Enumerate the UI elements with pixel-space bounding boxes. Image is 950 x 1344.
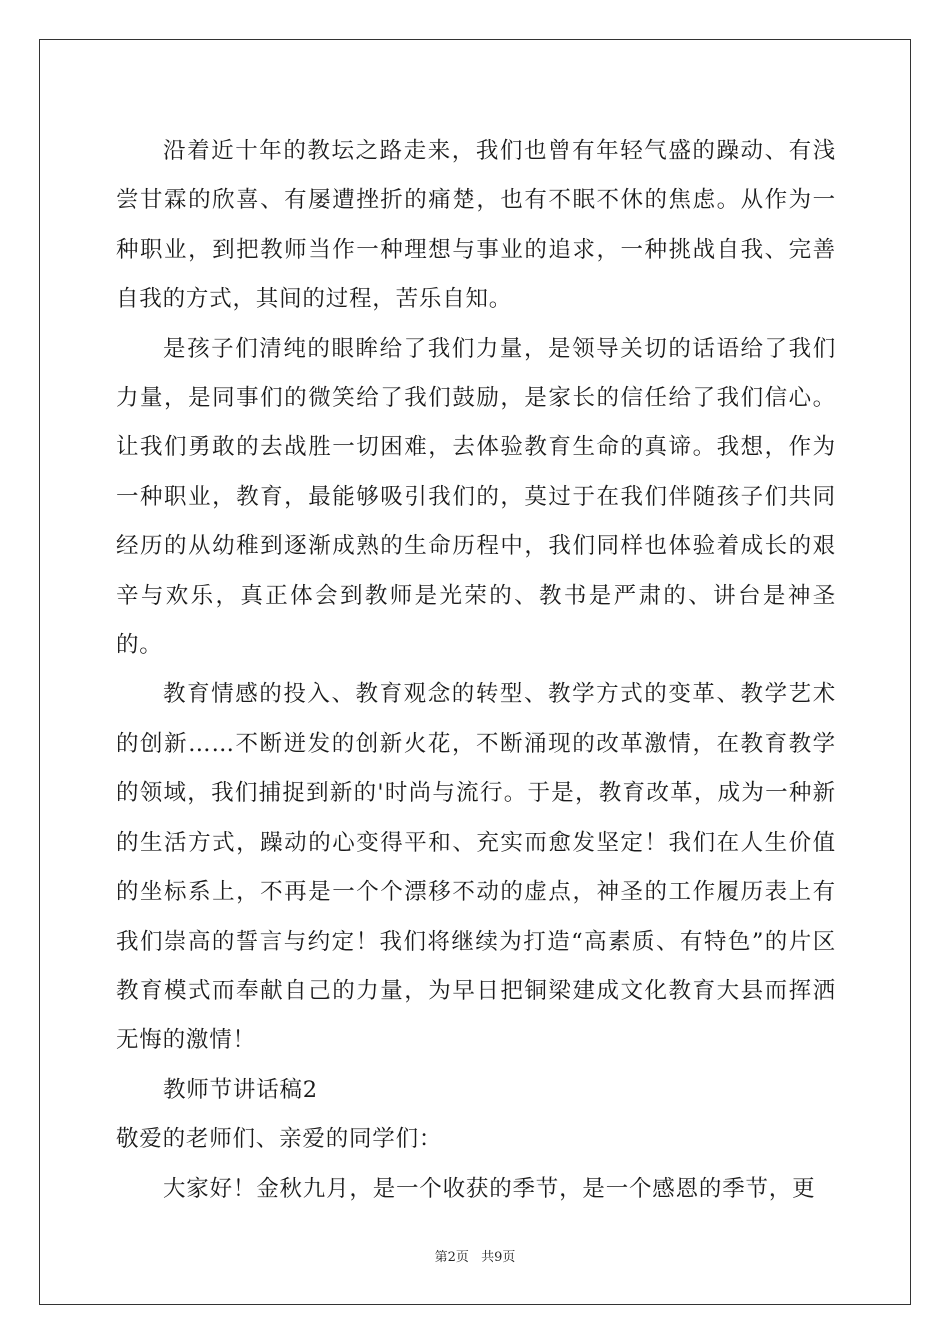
paragraph-3: 教育情感的投入、教育观念的转型、教学方式的变革、教学艺术的创新……不断迸发的创新火花，不断涌现的改革激情，在教育教学的领域，我们捕捉到新的'时尚与流行。于是，教育改革，成为一种新的生活方式，躁动的心变得平和、充实而愈发坚定！我们在人生价值的坐标系上，不再是一个个漂移不动的虚点，神圣的工作履历表上有我们崇高的誓言与约定！我们将继续为打造“高素质、有特色”的片区教育模式而奉献自己的力量，为早日把铜梁建成文化教育大县而挥洒无悔的激情！	[116, 681, 836, 1054]
document-body	[116, 127, 836, 1214]
section-heading: 教师节讲话稿2	[163, 1076, 318, 1103]
page-footer	[0, 1246, 950, 1265]
paragraph-4: 大家好！金秋九月，是一个收获的季节，是一个感恩的季节，更	[163, 1175, 816, 1202]
paragraph-1: 沿着近十年的教坛之路走来，我们也曾有年轻气盛的躁动、有浅尝甘霖的欣喜、有屡遭挫折的痛楚，也有不眠不休的焦虑。从作为一种职业，到把教师当作一种理想与事业的追求，一种挑战自我、完善自我的方式，其间的过程，苦乐自知。	[116, 138, 836, 313]
paragraph-2: 是孩子们清纯的眼眸给了我们力量，是领导关切的话语给了我们力量，是同事们的微笑给了我们鼓励，是家长的信任给了我们信心。让我们勇敢的去战胜一切困难，去体验教育生命的真谛。我想，作为一种职业，教育，最能够吸引我们的，莫过于在我们伴随孩子们共同经历的从幼稚到逐渐成熟的生命历程中，我们同样也体验着成长的艰辛与欢乐，真正体会到教师是光荣的、教书是严肃的、讲台是神圣的。	[116, 335, 836, 659]
salutation: 敬爱的老师们、亲爱的同学们：	[116, 1126, 443, 1153]
page-number: 第2页	[434, 1250, 469, 1265]
page-total: 共9页	[481, 1250, 516, 1265]
